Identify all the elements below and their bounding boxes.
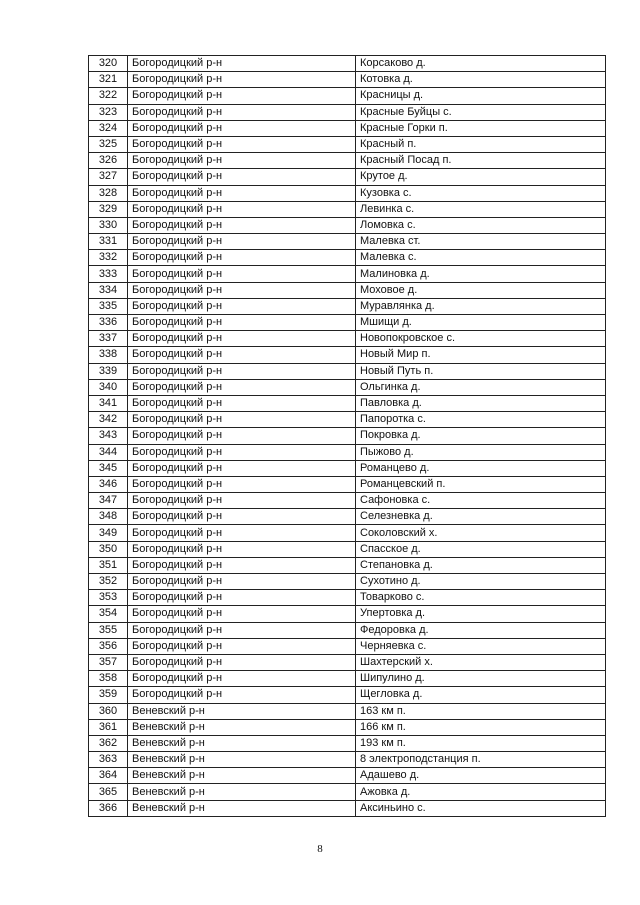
table-row: [89, 395, 606, 411]
district-cell: Веневский р-н: [128, 784, 356, 800]
row-number-cell: 362: [89, 735, 128, 751]
table-row: [89, 719, 606, 735]
settlement-cell: Малевка с.: [356, 250, 606, 266]
table-row: [89, 768, 606, 784]
table-row: [89, 347, 606, 363]
table-row: [89, 250, 606, 266]
table-row: [89, 56, 606, 72]
table-row: [89, 654, 606, 670]
table-row: [89, 800, 606, 816]
table-row: [89, 234, 606, 250]
settlement-cell: Папоротка с.: [356, 412, 606, 428]
row-number-cell: 330: [89, 217, 128, 233]
settlement-cell: Щегловка д.: [356, 687, 606, 703]
settlement-cell: Мшищи д.: [356, 315, 606, 331]
settlement-cell: Ажовка д.: [356, 784, 606, 800]
row-number-cell: 344: [89, 444, 128, 460]
row-number-cell: 343: [89, 428, 128, 444]
district-cell: Богородицкий р-н: [128, 606, 356, 622]
table-row: [89, 557, 606, 573]
district-cell: Богородицкий р-н: [128, 493, 356, 509]
district-cell: Богородицкий р-н: [128, 72, 356, 88]
table-row: [89, 315, 606, 331]
row-number-cell: 350: [89, 541, 128, 557]
table-row: [89, 703, 606, 719]
table-row: [89, 606, 606, 622]
district-cell: Богородицкий р-н: [128, 153, 356, 169]
district-cell: Богородицкий р-н: [128, 574, 356, 590]
settlement-cell: 8 электроподстанция п.: [356, 752, 606, 768]
row-number-cell: 357: [89, 654, 128, 670]
table-row: [89, 412, 606, 428]
row-number-cell: 336: [89, 315, 128, 331]
table-row: [89, 298, 606, 314]
row-number-cell: 365: [89, 784, 128, 800]
settlement-cell: Соколовский х.: [356, 525, 606, 541]
row-number-cell: 333: [89, 266, 128, 282]
district-cell: Богородицкий р-н: [128, 557, 356, 573]
settlement-cell: Красницы д.: [356, 88, 606, 104]
table-row: [89, 104, 606, 120]
table-row: [89, 185, 606, 201]
row-number-cell: 359: [89, 687, 128, 703]
table-row: [89, 217, 606, 233]
row-number-cell: 338: [89, 347, 128, 363]
district-cell: Богородицкий р-н: [128, 687, 356, 703]
table-row: [89, 541, 606, 557]
settlement-cell: Красный Посад п.: [356, 153, 606, 169]
row-number-cell: 323: [89, 104, 128, 120]
table-row: [89, 622, 606, 638]
table-row: [89, 460, 606, 476]
row-number-cell: 339: [89, 363, 128, 379]
settlement-cell: Черняевка с.: [356, 638, 606, 654]
row-number-cell: 358: [89, 671, 128, 687]
district-cell: Веневский р-н: [128, 768, 356, 784]
settlement-cell: Пыжово д.: [356, 444, 606, 460]
row-number-cell: 352: [89, 574, 128, 590]
district-cell: Богородицкий р-н: [128, 379, 356, 395]
settlement-cell: Шипулино д.: [356, 671, 606, 687]
table-row: [89, 136, 606, 152]
settlement-cell: 163 км п.: [356, 703, 606, 719]
settlement-cell: Аксиньино с.: [356, 800, 606, 816]
district-cell: Богородицкий р-н: [128, 541, 356, 557]
row-number-cell: 351: [89, 557, 128, 573]
table-row: [89, 752, 606, 768]
table-row: [89, 784, 606, 800]
row-number-cell: 326: [89, 153, 128, 169]
row-number-cell: 329: [89, 201, 128, 217]
table-row: [89, 671, 606, 687]
row-number-cell: 334: [89, 282, 128, 298]
settlement-cell: Степановка д.: [356, 557, 606, 573]
row-number-cell: 355: [89, 622, 128, 638]
settlement-cell: Малиновка д.: [356, 266, 606, 282]
settlement-cell: Упертовка д.: [356, 606, 606, 622]
row-number-cell: 328: [89, 185, 128, 201]
settlement-cell: Покровка д.: [356, 428, 606, 444]
table-row: [89, 590, 606, 606]
district-cell: Богородицкий р-н: [128, 590, 356, 606]
settlement-cell: Новый Мир п.: [356, 347, 606, 363]
district-cell: Богородицкий р-н: [128, 56, 356, 72]
settlement-cell: 193 км п.: [356, 735, 606, 751]
district-cell: Богородицкий р-н: [128, 201, 356, 217]
row-number-cell: 354: [89, 606, 128, 622]
row-number-cell: 356: [89, 638, 128, 654]
district-cell: Богородицкий р-н: [128, 509, 356, 525]
settlement-cell: Крутое д.: [356, 169, 606, 185]
table-row: [89, 509, 606, 525]
district-cell: Богородицкий р-н: [128, 654, 356, 670]
district-cell: Богородицкий р-н: [128, 136, 356, 152]
settlement-cell: Шахтерский х.: [356, 654, 606, 670]
settlement-cell: Красные Буйцы с.: [356, 104, 606, 120]
district-cell: Веневский р-н: [128, 752, 356, 768]
row-number-cell: 324: [89, 120, 128, 136]
district-cell: Богородицкий р-н: [128, 476, 356, 492]
district-cell: Веневский р-н: [128, 735, 356, 751]
settlement-cell: 166 км п.: [356, 719, 606, 735]
settlement-cell: Кузовка с.: [356, 185, 606, 201]
district-cell: Богородицкий р-н: [128, 104, 356, 120]
district-cell: Богородицкий р-н: [128, 412, 356, 428]
row-number-cell: 360: [89, 703, 128, 719]
table-row: [89, 88, 606, 104]
row-number-cell: 342: [89, 412, 128, 428]
settlement-cell: Романцево д.: [356, 460, 606, 476]
table-row: [89, 735, 606, 751]
district-cell: Богородицкий р-н: [128, 444, 356, 460]
settlements-table: [88, 55, 606, 817]
row-number-cell: 337: [89, 331, 128, 347]
settlement-cell: Адашево д.: [356, 768, 606, 784]
row-number-cell: 364: [89, 768, 128, 784]
district-cell: Богородицкий р-н: [128, 363, 356, 379]
district-cell: Богородицкий р-н: [128, 671, 356, 687]
table-row: [89, 282, 606, 298]
district-cell: Богородицкий р-н: [128, 185, 356, 201]
row-number-cell: 345: [89, 460, 128, 476]
row-number-cell: 346: [89, 476, 128, 492]
district-cell: Веневский р-н: [128, 703, 356, 719]
row-number-cell: 353: [89, 590, 128, 606]
settlement-cell: Спасское д.: [356, 541, 606, 557]
row-number-cell: 361: [89, 719, 128, 735]
settlement-cell: Новый Путь п.: [356, 363, 606, 379]
table-row: [89, 379, 606, 395]
settlement-cell: Ольгинка д.: [356, 379, 606, 395]
table-row: [89, 574, 606, 590]
district-cell: Богородицкий р-н: [128, 525, 356, 541]
settlement-cell: Моховое д.: [356, 282, 606, 298]
settlement-cell: Красные Горки п.: [356, 120, 606, 136]
district-cell: Богородицкий р-н: [128, 638, 356, 654]
district-cell: Богородицкий р-н: [128, 395, 356, 411]
district-cell: Богородицкий р-н: [128, 250, 356, 266]
settlement-cell: Красный п.: [356, 136, 606, 152]
table-row: [89, 266, 606, 282]
district-cell: Богородицкий р-н: [128, 217, 356, 233]
page-number: 8: [317, 843, 323, 855]
settlement-cell: Малевка ст.: [356, 234, 606, 250]
table-row: [89, 638, 606, 654]
settlement-cell: Селезневка д.: [356, 509, 606, 525]
table-row: [89, 153, 606, 169]
settlement-cell: Товарково с.: [356, 590, 606, 606]
district-cell: Богородицкий р-н: [128, 428, 356, 444]
row-number-cell: 325: [89, 136, 128, 152]
table-row: [89, 72, 606, 88]
row-number-cell: 327: [89, 169, 128, 185]
row-number-cell: 321: [89, 72, 128, 88]
district-cell: Богородицкий р-н: [128, 315, 356, 331]
table-row: [89, 120, 606, 136]
settlement-cell: Корсаково д.: [356, 56, 606, 72]
row-number-cell: 335: [89, 298, 128, 314]
district-cell: Богородицкий р-н: [128, 347, 356, 363]
row-number-cell: 349: [89, 525, 128, 541]
row-number-cell: 320: [89, 56, 128, 72]
district-cell: Богородицкий р-н: [128, 460, 356, 476]
row-number-cell: 332: [89, 250, 128, 266]
settlements-table-body: [89, 56, 606, 817]
district-cell: Богородицкий р-н: [128, 331, 356, 347]
settlement-cell: Павловка д.: [356, 395, 606, 411]
settlement-cell: Левинка с.: [356, 201, 606, 217]
settlement-cell: Романцевский п.: [356, 476, 606, 492]
row-number-cell: 340: [89, 379, 128, 395]
settlement-cell: Сухотино д.: [356, 574, 606, 590]
table-row: [89, 428, 606, 444]
table-row: [89, 476, 606, 492]
row-number-cell: 331: [89, 234, 128, 250]
table-row: [89, 687, 606, 703]
district-cell: Веневский р-н: [128, 719, 356, 735]
row-number-cell: 341: [89, 395, 128, 411]
settlement-cell: Котовка д.: [356, 72, 606, 88]
district-cell: Богородицкий р-н: [128, 298, 356, 314]
district-cell: Богородицкий р-н: [128, 120, 356, 136]
district-cell: Богородицкий р-н: [128, 88, 356, 104]
district-cell: Богородицкий р-н: [128, 282, 356, 298]
district-cell: Веневский р-н: [128, 800, 356, 816]
table-row: [89, 493, 606, 509]
row-number-cell: 347: [89, 493, 128, 509]
row-number-cell: 363: [89, 752, 128, 768]
district-cell: Богородицкий р-н: [128, 169, 356, 185]
row-number-cell: 348: [89, 509, 128, 525]
settlement-cell: Новопокровское с.: [356, 331, 606, 347]
settlement-cell: Сафоновка с.: [356, 493, 606, 509]
table-row: [89, 444, 606, 460]
table-row: [89, 169, 606, 185]
table-row: [89, 331, 606, 347]
district-cell: Богородицкий р-н: [128, 266, 356, 282]
settlement-cell: Муравлянка д.: [356, 298, 606, 314]
district-cell: Богородицкий р-н: [128, 234, 356, 250]
table-row: [89, 525, 606, 541]
table-row: [89, 201, 606, 217]
settlement-cell: Ломовка с.: [356, 217, 606, 233]
row-number-cell: 322: [89, 88, 128, 104]
row-number-cell: 366: [89, 800, 128, 816]
district-cell: Богородицкий р-н: [128, 622, 356, 638]
table-row: [89, 363, 606, 379]
settlement-cell: Федоровка д.: [356, 622, 606, 638]
